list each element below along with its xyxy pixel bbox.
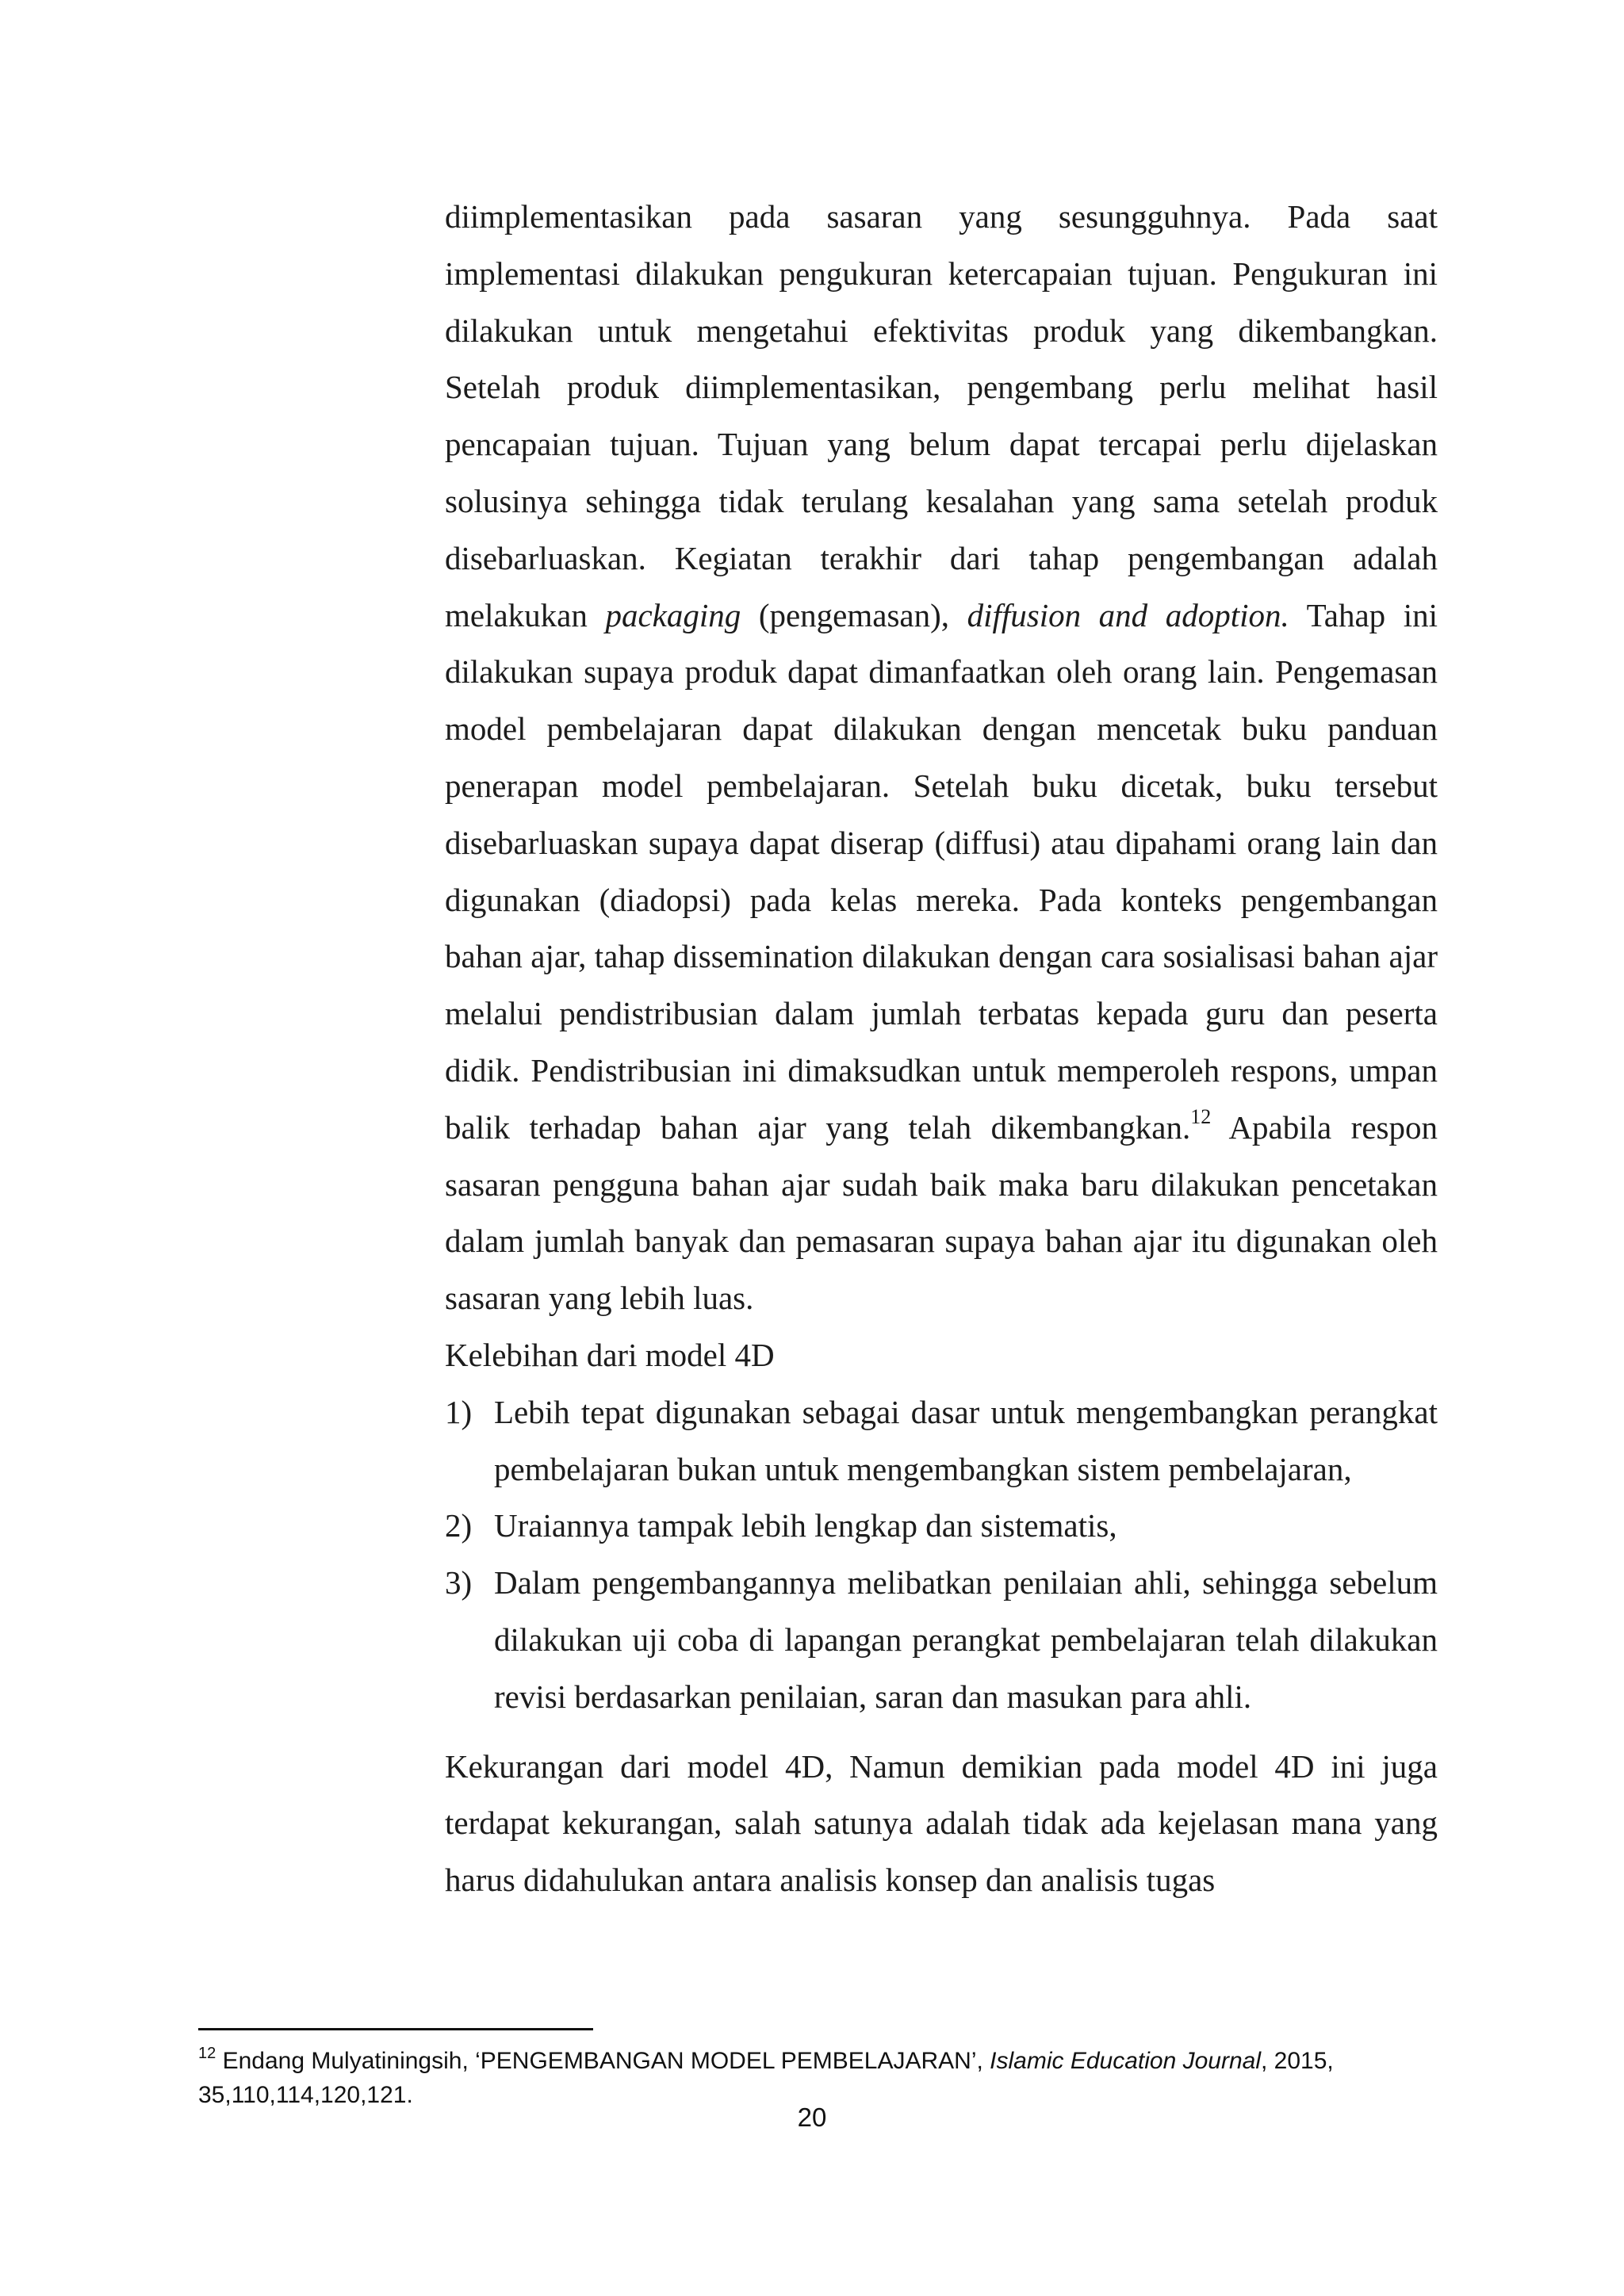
footnote-number: 12: [198, 2045, 216, 2062]
list-number: 1): [445, 1393, 473, 1430]
paragraph-disadvantages: Kekurangan dari model 4D, Namun demikian pada model 4D ini juga terdapat kekurangan, salah satunya adalah tidak ada kejelasan mana yang harus didahulukan antara analisis konsep dan analisis tugas: [445, 1747, 1438, 1899]
paragraph-gap: [445, 1726, 1438, 1739]
list-item: [445, 1384, 1438, 1498]
paragraph-dissemination: [445, 189, 1438, 1327]
footnote-journal: Islamic Education Journal: [990, 2048, 1262, 2074]
text-run: Apabila respon sasaran pengguna bahan ajar sudah baik maka baru dilakukan pencetakan dalam jumlah banyak dan pemasaran supaya bahan ajar itu digunakan oleh sasaran yang lebih luas.: [445, 1108, 1438, 1317]
footnote-details: , 2015, 35,110,114,120,121.: [198, 2048, 1334, 2108]
text-run: Tahap ini dilakukan supaya produk dapat dimanfaatkan oleh orang lain. Pengemasan model pembelajaran dapat dilakukan dengan mencetak buku panduan penerapan model pembelajaran. Setelah buku dicetak, buku tersebut disebarluaskan supaya dapat diserap (diffusi) atau dipahami orang lain dan digunakan (diadopsi) pada kelas mereka. Pada konteks pengembangan bahan ajar, tahap dissemination dilakukan dengan cara sosialisasi bahan ajar melalui pendistribusian dalam jumlah terbatas kepada guru dan peserta didik. Pendistribusian ini dimaksudkan untuk memperoleh respons, umpan balik terhadap bahan ajar yang telah dikembangkan.: [445, 596, 1438, 1146]
list-item: [445, 1555, 1438, 1725]
italic-term-diffusion: diffusion and adoption.: [967, 596, 1289, 633]
footnote-reference[interactable]: 12: [1190, 1105, 1212, 1129]
text-run: diimplementasikan pada sasaran yang sesungguhnya. Pada saat implementasi dilakukan pengukuran ketercapaian tujuan. Pengukuran ini dilakukan untuk mengetahui efektivitas produk yang dikembangkan. Setelah produk diimplementasikan, pengembang perlu melihat hasil pencapaian tujuan. Tujuan yang belum dapat tercapai perlu dijelaskan solusinya sehingga tidak terulang kesalahan yang sama setelah produk disebarluaskan. Kegiatan terakhir dari tahap pengembangan adalah melakukan: [445, 198, 1438, 633]
body-text: [445, 189, 1438, 1909]
list-item-text: Dalam pengembangannya melibatkan penilaian ahli, sehingga sebelum dilakukan uji coba di lapangan perangkat pembelajaran telah dilakukan revisi berdasarkan penilaian, saran dan masukan para ahli.: [494, 1564, 1438, 1715]
advantages-heading: Kelebihan dari model 4D: [445, 1336, 775, 1373]
text-run: (pengemasan),: [758, 596, 950, 633]
list-number: 3): [445, 1564, 473, 1601]
page-number: 20: [797, 2103, 827, 2132]
italic-term-packaging: packaging: [605, 596, 741, 633]
list-number: 2): [445, 1507, 473, 1544]
footnote-author-title: Endang Mulyatiningsih, ‘PENGEMBANGAN MODEL PEMBELAJARAN’,: [222, 2048, 983, 2074]
footnote-separator: [198, 2028, 593, 2030]
list-item: [445, 1498, 1438, 1555]
list-item-text: Uraiannya tampak lebih lengkap dan sistematis,: [494, 1507, 1117, 1544]
list-item-text: Lebih tepat digunakan sebagai dasar untuk mengembangkan perangkat pembelajaran bukan untuk mengembangkan sistem pembelajaran,: [494, 1393, 1438, 1487]
advantages-list: [445, 1384, 1438, 1726]
